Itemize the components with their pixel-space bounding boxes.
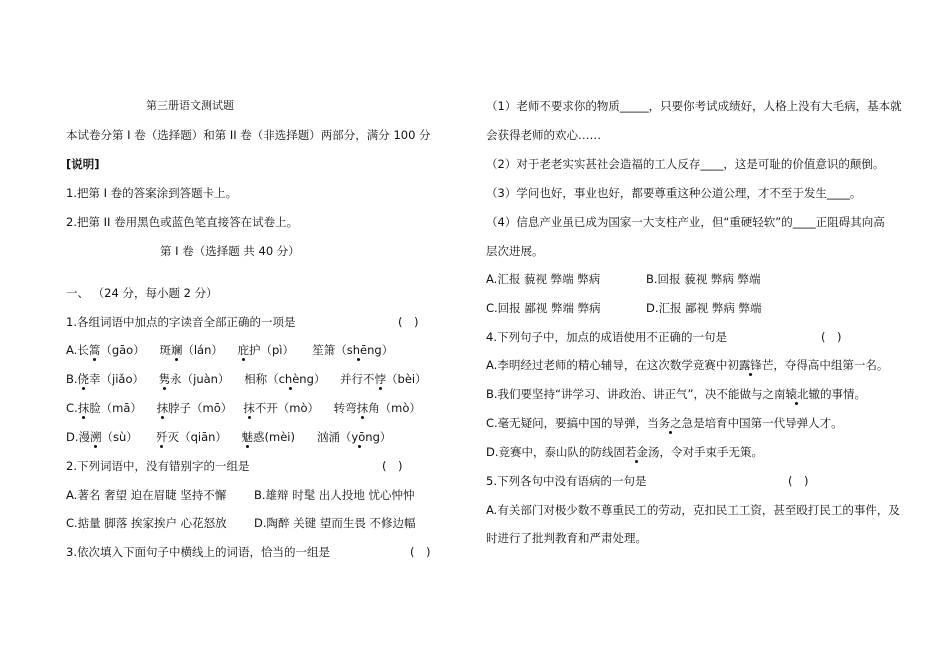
q3-option-c[interactable]: C.回报 鄙视 弊端 弊病 xyxy=(486,301,601,315)
notes-header: [说明] xyxy=(66,157,100,171)
question-5: 5.下列各句中没有语病的一句是 xyxy=(486,474,647,488)
q3-sentence-1-cont: 会获得老师的欢心…… xyxy=(486,128,601,142)
q2-options-cd xyxy=(66,516,415,530)
q3-options-ab xyxy=(486,272,761,286)
answer-paren-q4[interactable]: ( ) xyxy=(821,330,842,344)
page-title: 第三册语文测试题 xyxy=(146,99,234,112)
section-1-header: 一、 （24 分，每小题 2 分） xyxy=(66,286,218,300)
dotted-idiom: 初露锋芒 xyxy=(727,358,774,372)
question-2: 2.下列词语中，没有错别字的一组是 xyxy=(66,459,250,473)
q3-sentence-1: （1）老师不要求你的物质_____，只要你考试成绩好，人格上没有大毛病，基本就 xyxy=(486,99,902,113)
answer-paren-q5[interactable]: ( ) xyxy=(788,474,809,488)
q1-option-b[interactable]: B.侥幸（jiǎo） 隽永（juàn） 相称（chèng） 并行不悖（bèi） xyxy=(66,372,427,386)
q3-sentence-3: （3）学问也好，事业也好，都要尊重这种公道公理，才不至于发生____。 xyxy=(486,186,862,200)
q4-option-a[interactable]: A.李明经过老师的精心辅导，在这次数学竞赛中初露锋芒，夺得高中组第一名。 xyxy=(486,358,889,372)
q4-option-c[interactable]: C.毫无疑问，要搞中国的导弹，当务之急是培育中国第一代导弹人才。 xyxy=(486,416,843,430)
answer-paren-q3[interactable]: ( ) xyxy=(410,545,431,559)
q5-option-a-cont: 时进行了批判教育和严肃处理。 xyxy=(486,531,647,545)
part1-title: 第 I 卷（选择题 共 40 分） xyxy=(160,244,300,258)
question-3: 3.依次填入下面句子中横线上的词语，恰当的一组是 xyxy=(66,545,330,559)
question-4: 4.下列句子中，加点的成语使用不正确的一句是 xyxy=(486,330,727,344)
dotted-idiom: 固若金汤 xyxy=(613,445,660,459)
q3-sentence-4-cont: 层次进展。 xyxy=(486,244,544,258)
q3-sentence-2: （2）对于老老实实甚社会造福的工人反存____，这是可耻的价值意识的颠倒。 xyxy=(486,157,885,171)
q2-option-d[interactable]: D.陶醉 关键 望而生畏 不修边幅 xyxy=(254,516,416,530)
q2-options-ab xyxy=(66,488,415,502)
q3-option-b[interactable]: B.回报 藐视 弊病 弊端 xyxy=(646,272,761,286)
q3-options-cd xyxy=(486,301,761,315)
q2-option-c[interactable]: C.掂量 脚落 挨家挨户 心花怒放 xyxy=(66,516,227,530)
dotted-idiom: 当务之急 xyxy=(647,416,694,430)
q2-option-b[interactable]: B.雄辩 时髦 出人投地 忧心忡忡 xyxy=(254,488,415,502)
q1-option-c[interactable]: C.抹脸（mā） 抹脖子（mō） 抹不开（mò） 转弯抹角（mò） xyxy=(66,401,421,415)
note-1: 1.把第 I 卷的答案涂到答题卡上。 xyxy=(66,186,238,200)
q2-option-a[interactable]: A.著名 奢望 迫在眉睫 坚持不懈 xyxy=(66,488,227,502)
note-2: 2.把第 II 卷用黑色或蓝色笔直接答在试卷上。 xyxy=(66,215,299,229)
exam-intro: 本试卷分第 I 卷（选择题）和第 II 卷（非选择题）两部分，满分 100 分 xyxy=(66,128,431,142)
q1-option-a[interactable]: A.长篙（gāo） 斑斓（lán） 庇护（pì） 笙箫（shēng） xyxy=(66,343,394,357)
q4-option-d[interactable]: D.竞赛中，泰山队的防线固若金汤，令对手束手无策。 xyxy=(486,445,764,459)
q3-option-a[interactable]: A.汇报 藐视 弊端 弊病 xyxy=(486,272,601,286)
q1-option-d[interactable]: D.漫溯（sù） 歼灭（qiān） 魅惑(mèi) 汹涌（yōng） xyxy=(66,430,392,444)
answer-paren-q2[interactable]: ( ) xyxy=(382,459,403,473)
q3-option-d[interactable]: D.汇报 鄙视 弊病 弊端 xyxy=(646,301,762,315)
q5-option-a[interactable]: A.有关部门对极少数不尊重民工的劳动，克扣民工工资，甚至殴打民工的事件，及 xyxy=(486,503,900,517)
question-1: 1.各组词语中加点的字读音全部正确的一项是 xyxy=(66,315,296,329)
answer-paren-q1[interactable]: ( ) xyxy=(398,315,419,329)
q4-option-b[interactable]: B.我们要坚持“讲学习、讲政治、讲正气”，决不能做与之南辕北辙的事情。 xyxy=(486,387,866,401)
dotted-idiom: 南辕北辙 xyxy=(773,387,820,401)
q3-sentence-4: （4）信息产业虽已成为国家一大支柱产业，但“重硬轻软”的____正阻碍其向高 xyxy=(486,215,885,229)
